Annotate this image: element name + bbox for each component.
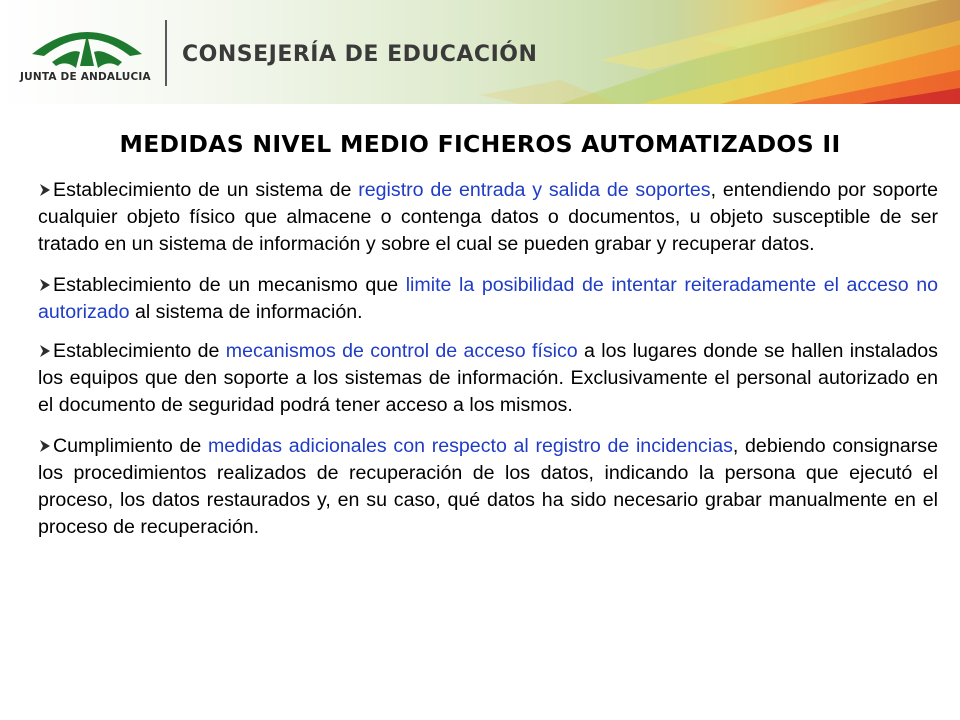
header-banner (0, 0, 960, 104)
arrow-bullet-icon (38, 344, 52, 358)
paragraph-2 (38, 272, 938, 326)
highlight-text: registro de entrada y salida de soportes (358, 179, 711, 201)
paragraph-text: , entendiendo por soporte cualquier objeto físico que almacene o contenga datos o documentos, u objeto susceptible de ser tratado en un sistema de información y sobre el cual se pueden grabar y recuperar datos. (38, 179, 938, 256)
highlight-text: mecanismos de control de acceso físico (225, 340, 578, 363)
content-area (38, 177, 938, 554)
paragraph-text: Establecimiento de (53, 340, 226, 363)
paragraph-1 (38, 177, 938, 259)
arrow-bullet-icon (38, 278, 52, 292)
paragraph-text: Establecimiento de un sistema de (53, 179, 359, 201)
highlight-text: medidas adicionales con respecto al registro de incidencias (207, 434, 733, 457)
paragraph-text: , debiendo consignarse los procedimientos realizados de recuperación de los datos, indicando la persona que ejecutó el proceso, los datos restaurados y, en su caso, qué datos ha sido necesario grabar manualmente en el proceso de recuperación. (38, 434, 939, 539)
paragraph-4 (38, 433, 938, 542)
paragraph-3 (38, 338, 938, 420)
paragraph-text: Establecimiento de un mecanismo que (53, 273, 406, 296)
paragraph-text: Cumplimiento de (53, 434, 208, 457)
header-divider (165, 20, 167, 86)
brand-name: JUNTA DE ANDALUCIA (20, 71, 151, 83)
paragraph-text: a los lugares donde se hallen instalados los equipos que den soporte a los sistemas de información. Exclusivamente el personal autorizado en el documento de seguridad podrá tener acceso a los mismos. (38, 340, 938, 417)
andalucia-logo-icon (22, 16, 152, 96)
arrow-bullet-icon (38, 183, 52, 197)
paragraph-text: al sistema de información. (129, 300, 363, 323)
highlight-text: limite la posibilidad de intentar reiteradamente el acceso no autorizado (38, 273, 938, 323)
page-title: MEDIDAS NIVEL MEDIO FICHEROS AUTOMATIZADOS II (119, 130, 841, 158)
department-name: CONSEJERÍA DE EDUCACIÓN (182, 42, 538, 67)
arrow-bullet-icon (38, 439, 52, 453)
